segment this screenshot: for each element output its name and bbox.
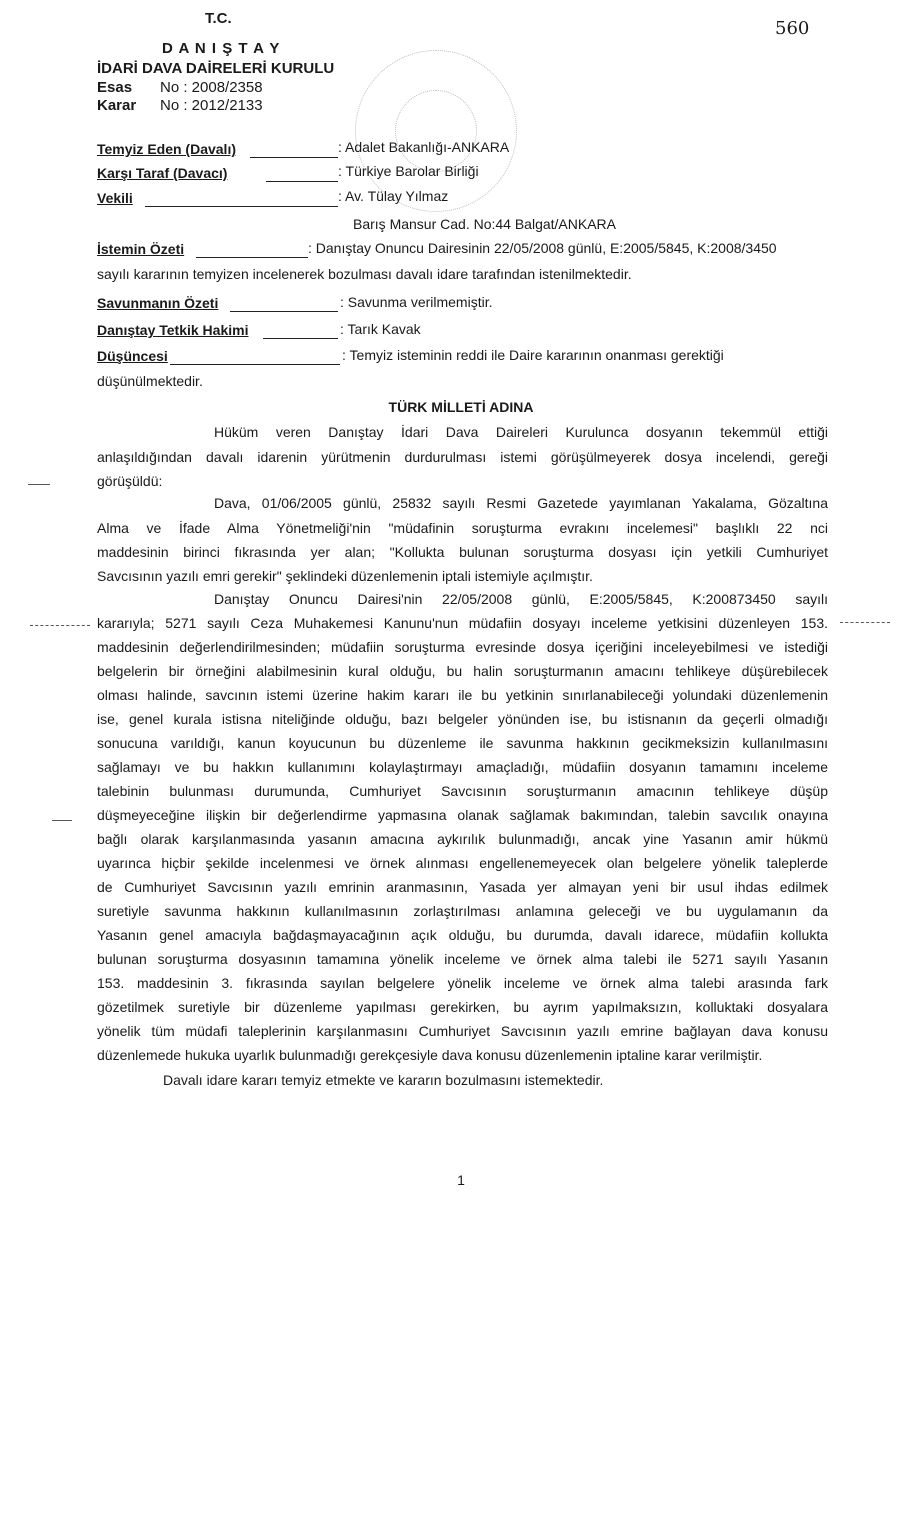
- paragraph3-line: sonucuna varıldığı, kanun koyucunun bu düzenleme ile savunma hakkının gecikmeksizin kullanılmasını: [97, 735, 828, 751]
- page-stamp: 560: [775, 18, 810, 39]
- party-label-temyiz-eden: Temyiz Eden (Davalı): [97, 141, 237, 157]
- divider: [170, 364, 340, 365]
- paragraph3-line: sağlamayı ve bu hakkın kullanımını kolaylaştırmayı amaçladığı, müdafiin dosyanın tamamını inceleme: [97, 759, 828, 775]
- hakim-value: : Tarık Kavak: [340, 321, 421, 337]
- paragraph3-line: Danıştay Onuncu Dairesi'nin 22/05/2008 günlü, E:2005/5845, K:200873450 sayılı: [214, 591, 828, 607]
- paragraph3-line: kararıyla; 5271 sayılı Ceza Muhakemesi Kanunu'nun müdafiin dosyayı inceleme yetkisini düzenleyen 153.: [97, 615, 828, 631]
- party-value-karsi-taraf: : Türkiye Barolar Birliği: [338, 163, 479, 179]
- page-number: 1: [457, 1172, 465, 1188]
- dusunce-label: Düşüncesi: [97, 348, 168, 364]
- dusunce-line2: düşünülmektedir.: [97, 373, 203, 389]
- paragraph3-line: Yasanın genel amacıyla bağdaşmayacağının açık olduğu, bu durumda, davalı idarece, müdafiin kollukta: [97, 927, 828, 943]
- paragraph3-line: düzenlemede hukuka uyarlık bulunmadığı gerekçesiyle dava konusu düzenlemenin iptaline karar verilmiştir.: [97, 1047, 763, 1063]
- divider: [196, 257, 308, 258]
- paragraph3-line: suretiyle savunma hakkının kullanılmasının zorlaştırılması anlamına geleceği ve bu uygulamanın da: [97, 903, 828, 919]
- paragraph4-line: Davalı idare kararı temyiz etmekte ve kararın bozulmasını istemektedir.: [163, 1072, 604, 1088]
- paragraph1-line: Hüküm veren Danıştay İdari Dava Daireleri Kurulunca dosyanın tekemmül ettiği: [214, 424, 828, 440]
- header-tc: T.C.: [205, 10, 232, 27]
- paragraph3-line: yönelik tüm müdafi taleplerinin karşılanmasını Cumhuriyet Savcısının yazılı emrine bağlayan dava konusu: [97, 1023, 828, 1039]
- margin-mark: [840, 622, 890, 623]
- divider: [145, 206, 338, 207]
- paragraph3-line: talebinin bulunması durumunda, Cumhuriyet Savcısının soruşturmanın amacının tehlikeye düşüp: [97, 783, 828, 799]
- party-value-vekili: : Av. Tülay Yılmaz: [338, 188, 449, 204]
- paragraph3-line: bulunan soruşturma dosyasının tamamına yönelik inceleme ve örnek alma talebi ile 5271 sayılı Yasanın: [97, 951, 828, 967]
- margin-mark: [52, 820, 72, 821]
- page-title: TÜRK MİLLETİ ADINA: [388, 399, 534, 415]
- savunma-label: Savunmanın Özeti: [97, 295, 219, 311]
- paragraph3-line: maddesinin değerlendirilmesinden; müdafiin soruşturma evresinde dosya içeriğini inceleyebilmesi ve istediği: [97, 639, 828, 655]
- paragraph3-line: gözetilmek suretiyle bir düzenleme yapılması gerekirken, bu ayrım yapılmaksızın, kolluktaki dosyalara: [97, 999, 828, 1015]
- paragraph3-line: uyarınca hiçbir şekilde incelenmesi ve örnek alınması engellenemeyecek olan belgelere yönelik taleplerde: [97, 855, 828, 871]
- esas-value: No : 2008/2358: [160, 79, 263, 96]
- address: Barış Mansur Cad. No:44 Balgat/ANKARA: [353, 216, 617, 232]
- margin-mark: [30, 625, 90, 626]
- divider: [266, 181, 338, 182]
- paragraph3-line: de Cumhuriyet Savcısının yazılı emrinin aranmasının, Yasada yer almayan yeni bir usul ihdas edilmek: [97, 879, 828, 895]
- divider: [263, 338, 338, 339]
- paragraph3-line: bağlı olarak karşılanmasında yasanın amacına aykırılık bulunmadığı, ancak yine Yasanın amir hükmü: [97, 831, 828, 847]
- hakim-label: Danıştay Tetkik Hakimi: [97, 322, 249, 338]
- dusunce-line1: : Temyiz isteminin reddi ile Daire kararının onanması gerektiği: [342, 347, 724, 363]
- paragraph2-line: Dava, 01/06/2005 günlü, 25832 sayılı Resmi Gazetede yayımlanan Yakalama, Gözaltına: [214, 495, 828, 511]
- seal-stamp-inner: [395, 90, 477, 172]
- paragraph3-line: ise, genel kurala istisna niteliğinde olduğu, bazı belgeler yönünden ise, bu istisnanın da geçerli olmadığı: [97, 711, 828, 727]
- paragraph2-line: maddesinin birinci fıkrasında yer alan; "Kollukta bulunan soruşturma dosyası için yetkili Cumhuriyet: [97, 544, 828, 560]
- istem-line2: sayılı kararının temyizen incelenerek bozulması davalı idare tarafından istenilmektedir.: [97, 266, 632, 282]
- divider: [250, 157, 338, 158]
- margin-mark: [28, 484, 50, 485]
- karar-label: Karar: [97, 97, 137, 114]
- party-label-vekili: Vekili: [97, 190, 133, 206]
- party-label-karsi-taraf: Karşı Taraf (Davacı): [97, 165, 228, 181]
- istem-label: İstemin Özeti: [97, 241, 185, 257]
- party-value-temyiz-eden: : Adalet Bakanlığı-ANKARA: [338, 139, 510, 155]
- paragraph3-line: olması halinde, savcının istemi üzerine hakim kararı ile bu yetkinin sınırlanabileceği yolundaki düzenlemenin: [97, 687, 828, 703]
- savunma-value: : Savunma verilmemiştir.: [340, 294, 493, 310]
- header-board: İDARİ DAVA DAİRELERİ KURULU: [97, 60, 335, 77]
- paragraph1-line: görüşüldü:: [97, 473, 163, 489]
- paragraph2-line: Alma ve İfade Alma Yönetmeliği'nin "müdafinin soruşturma evrakını incelemesi" başlıklı 22 nci: [97, 520, 828, 536]
- istem-line1: : Danıştay Onuncu Dairesinin 22/05/2008 günlü, E:2005/5845, K:2008/3450: [308, 240, 777, 256]
- esas-label: Esas: [97, 79, 133, 96]
- paragraph2-line: Savcısının yazılı emri gerekir" şeklindeki düzenlemenin iptali istemiyle açılmıştır.: [97, 568, 593, 584]
- paragraph3-line: belgelerin bir örneğini alabilmesinin kural olduğu, bu halin soruşturmanın amacını tehlikeye düşürebilecek: [97, 663, 828, 679]
- paragraph1-line: anlaşıldığından davalı idarenin yürütmenin durdurulması istemi görüşülmeyerek dosya incelendi, gereği: [97, 449, 828, 465]
- paragraph3-line: 153. maddesinin 3. fıkrasında sayılan belgelere yönelik inceleme ve örnek alma talebi arasında fark: [97, 975, 828, 991]
- header-court: D A N I Ş T A Y: [162, 40, 281, 57]
- divider: [230, 311, 338, 312]
- paragraph3-line: düşmeyeceğine ilişkin bir değerlendirme yapmasına olanak sağlamak bakımından, talebin savcılık onayına: [97, 807, 828, 823]
- karar-value: No : 2012/2133: [160, 97, 263, 114]
